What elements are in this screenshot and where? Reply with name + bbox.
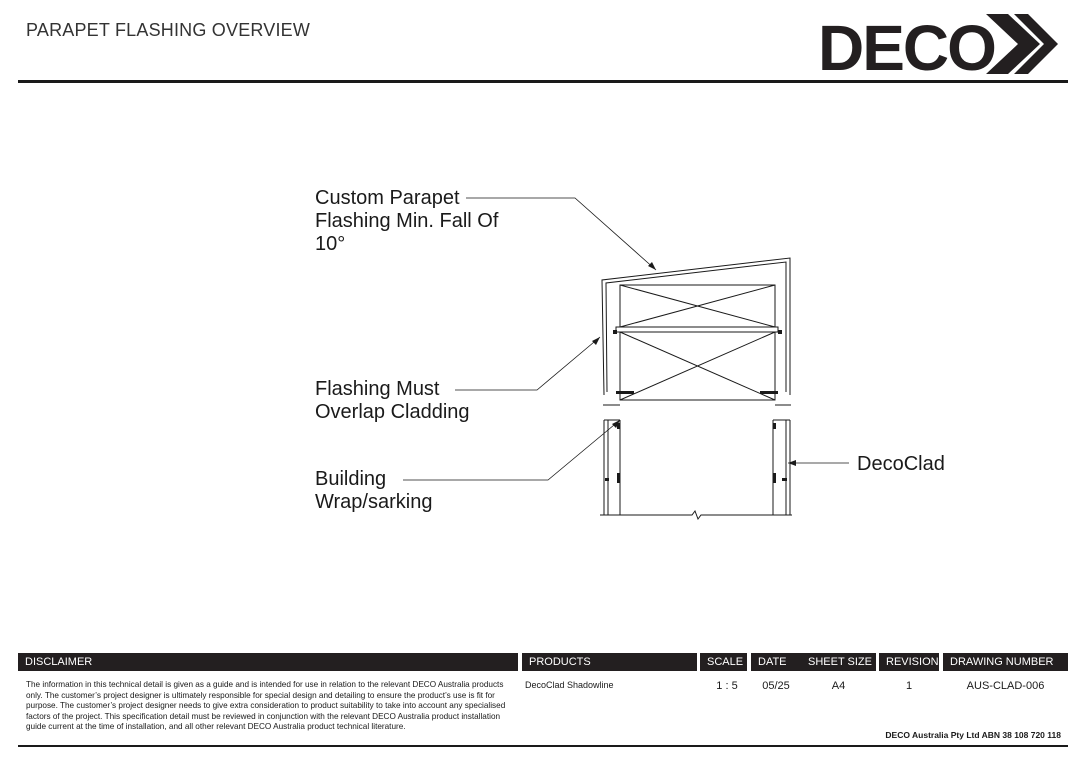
page-title: PARAPET FLASHING OVERVIEW: [26, 20, 311, 40]
leader-wrap: [403, 420, 620, 480]
callout-building-wrap: Building Wrap/sarking: [315, 468, 433, 513]
date-header: DATE: [751, 653, 801, 671]
sheet-size-value: A4: [831, 680, 846, 692]
callout-flashing-overlap: Flashing Must Overlap Cladding: [315, 378, 470, 423]
date-value: 05/25: [762, 680, 790, 692]
drawing-number-header: DRAWING NUMBER: [943, 653, 1068, 671]
revision-header: REVISION: [879, 653, 939, 671]
disclaimer-header: DISCLAIMER: [18, 653, 518, 671]
callout-parapet-flashing: Custom Parapet Flashing Min. Fall Of 10°: [315, 187, 499, 255]
top-plate: [616, 327, 778, 332]
callout-decoclad: DecoClad: [857, 453, 945, 475]
revision-value: 1: [905, 680, 913, 692]
scale-value: 1 : 5: [716, 680, 738, 692]
drawing-number-value: AUS-CLAD-006: [966, 680, 1045, 692]
company-abn: DECO Australia Pty Ltd ABN 38 108 720 118: [885, 730, 1061, 740]
scale-header: SCALE: [700, 653, 747, 671]
sheet-size-header: SHEET SIZE: [801, 653, 876, 671]
base-line: [600, 511, 792, 519]
products-header: PRODUCTS: [522, 653, 697, 671]
deco-logo-text: DECO: [818, 12, 995, 76]
disclaimer-text: The information in this technical detail is given as a guide and is intended for use in relation to the relevant DECO Australia products only. The customer’s project designer is ultimately responsible for special design and detailing to ensure the product’s use is fit for purpose. The customer’s project designer needs to give extra consideration to product suitability to take into account any specialised factors of the project. This specification detail must be reviewed in conjunction with the relevant DECO Australia product installation guide current at the time of installation, and all other relevant DECO Australia product technical literature.: [26, 680, 506, 731]
footer-rule: [18, 745, 1068, 747]
leader-overlap: [455, 337, 600, 390]
products-value: DecoClad Shadowline: [525, 680, 614, 690]
